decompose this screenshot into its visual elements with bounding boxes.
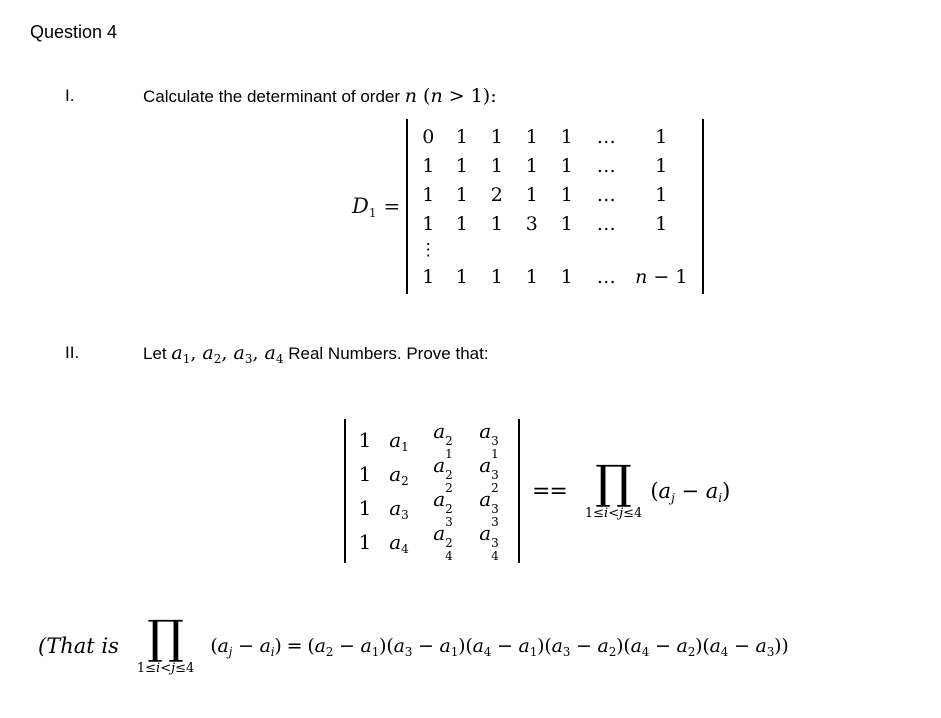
minus-sign: − (491, 634, 519, 657)
vandermonde-equation (344, 419, 730, 563)
matrix-cell: 1 (455, 183, 468, 206)
paren-open: ( (702, 634, 710, 657)
sup-2: 2 (445, 434, 453, 449)
matrix-cell (389, 496, 409, 520)
minus-one: − 1 (647, 265, 688, 288)
minus-sign: − (232, 634, 260, 657)
matrix-cell: 1 (655, 212, 668, 235)
product-operator (584, 455, 643, 521)
var-a: a (479, 419, 492, 444)
matrix-cell: 1 (490, 154, 503, 177)
determinant-d1-equation (352, 119, 704, 294)
var-a: a (433, 487, 446, 512)
math-n: n (404, 85, 418, 107)
matrix-cell: 1 (422, 265, 435, 288)
item-I-text-plain: Calculate the determinant of order (143, 87, 405, 106)
matrix-cell: 1 (490, 125, 503, 148)
d1-label (352, 194, 400, 219)
var-a: a (676, 634, 688, 657)
sub: 1 (529, 644, 538, 659)
sub-3: 3 (491, 515, 499, 529)
limit-j: j (619, 505, 624, 521)
equals-sign: = (383, 194, 401, 218)
sub-1: 1 (491, 447, 499, 461)
minus-sign: − (674, 478, 706, 503)
math-a1: a (171, 342, 183, 364)
matrix-cell: 1 (422, 212, 435, 235)
limit-text: < (608, 505, 620, 521)
item-II-text-plain: Let (143, 344, 172, 363)
sub: 3 (562, 644, 571, 659)
sup-3: 3 (491, 468, 499, 483)
matrix-cell: 1 (490, 212, 503, 235)
sub-3: 3 (445, 515, 453, 529)
matrix-cell: 1 (455, 125, 468, 148)
matrix-cell: 1 (655, 183, 668, 206)
limit-i: i (604, 505, 609, 521)
var-a: a (393, 634, 405, 657)
var-a: a (433, 521, 446, 546)
matrix-cell: 1 (358, 428, 372, 452)
paren-close: ) (379, 634, 387, 657)
sub: 2 (608, 644, 617, 659)
paren-open: ( (465, 634, 473, 657)
math-a2-sub: 2 (213, 352, 222, 366)
matrix-cell: 1 (655, 125, 668, 148)
item-II-numeral: II. (65, 343, 80, 362)
sub: 4 (641, 644, 650, 659)
matrix-cell: 1 (560, 183, 573, 206)
var-a: a (389, 530, 402, 554)
matrix-cell: 1 (422, 183, 435, 206)
minus-sign: − (412, 634, 440, 657)
d1-matrix (406, 119, 704, 294)
var-a: a (314, 634, 326, 657)
paren-close: ) (616, 634, 624, 657)
matrix-cell (389, 428, 409, 452)
matrix-cell-n-minus-1 (635, 266, 687, 288)
var-a: a (439, 634, 451, 657)
paren-close: ) (695, 634, 703, 657)
sub: 3 (766, 644, 775, 659)
sub-2: 2 (445, 481, 453, 495)
item-II-text (143, 342, 489, 364)
sub-j: j (671, 490, 675, 505)
sub-i: i (718, 490, 723, 505)
minus-sign: − (728, 634, 756, 657)
sub-4: 4 (491, 549, 499, 563)
math-a4-sub: 4 (275, 352, 284, 366)
sub: 3 (404, 644, 413, 659)
ellipsis-cell: … (596, 183, 616, 206)
separator: , (190, 342, 203, 364)
equals-sign: = (286, 634, 303, 657)
var-a: a (518, 634, 530, 657)
math-a3-sub: 3 (244, 352, 253, 366)
sub-2: 2 (401, 474, 409, 488)
var-a: a (705, 478, 719, 503)
item-I-numeral: I. (65, 86, 75, 105)
product-operator (136, 610, 195, 676)
var-a: a (597, 634, 609, 657)
factor (465, 635, 544, 657)
limit-text: < (160, 660, 172, 676)
var-a: a (755, 634, 767, 657)
ellipsis-cell: … (596, 212, 616, 235)
matrix-cell: 1 (655, 154, 668, 177)
product-symbol-icon: ∏ (595, 455, 632, 510)
matrix-cell (433, 521, 453, 562)
math-condition: > 1): (442, 85, 497, 107)
matrix-cell: 0 (422, 125, 435, 148)
expansion-equation (210, 635, 788, 657)
matrix-cell: 1 (525, 125, 538, 148)
factor (702, 635, 781, 657)
sub: 1 (450, 644, 459, 659)
product-limits (585, 506, 642, 521)
factor (307, 635, 386, 657)
double-equals: == (532, 478, 567, 504)
var-a: a (259, 634, 271, 657)
paren-open: ( (544, 634, 552, 657)
paren-open: ( (307, 634, 315, 657)
paren-close: ) (774, 634, 782, 657)
matrix-cell (389, 462, 409, 486)
limit-text: ≤4 (175, 660, 195, 676)
sub-1: 1 (445, 447, 453, 461)
separator: , (221, 342, 234, 364)
paren-open: ( (650, 478, 659, 503)
product-limits (137, 661, 194, 676)
math-a1-sub: 1 (182, 352, 191, 366)
ellipsis-cell: … (596, 125, 616, 148)
matrix-cell: 1 (455, 265, 468, 288)
matrix-cell: 1 (525, 183, 538, 206)
sub-2: 2 (491, 481, 499, 495)
scripts (491, 537, 499, 562)
var-a: a (389, 496, 402, 520)
paren-close: ) (537, 634, 545, 657)
paren-close: ) (722, 478, 731, 503)
page-title: Question 4 (30, 22, 118, 42)
limit-text: 1≤ (584, 505, 605, 521)
var-a: a (630, 634, 642, 657)
sup-3: 3 (491, 434, 499, 449)
ellipsis-cell: … (596, 154, 616, 177)
sup-2: 2 (445, 502, 453, 517)
scripts (445, 537, 453, 562)
var-a: a (479, 453, 492, 478)
matrix-cell: 1 (560, 154, 573, 177)
paren-close-final: ) (781, 634, 789, 657)
limit-i: i (156, 660, 161, 676)
matrix-cell: 1 (560, 265, 573, 288)
product-term (650, 479, 730, 504)
matrix-cell: 3 (525, 212, 538, 235)
sub: 2 (687, 644, 696, 659)
var-a: a (389, 428, 402, 452)
var-a: a (389, 462, 402, 486)
math-a4: a (264, 342, 276, 364)
sup-2: 2 (445, 536, 453, 551)
matrix-cell: 1 (358, 496, 372, 520)
sup-3: 3 (491, 502, 499, 517)
matrix-cell: 1 (455, 154, 468, 177)
var-a: a (433, 419, 446, 444)
matrix-cell: 2 (490, 183, 503, 206)
matrix-cell: 1 (422, 154, 435, 177)
matrix-cell: 1 (490, 265, 503, 288)
minus-sign: − (649, 634, 677, 657)
sub-4: 4 (445, 549, 453, 563)
matrix-cell: 1 (525, 154, 538, 177)
item-I-text (143, 85, 497, 107)
paren-open: ( (623, 634, 631, 657)
d1-symbol: D (352, 194, 369, 218)
matrix-cell: 1 (358, 530, 372, 554)
footnote-expansion (38, 610, 789, 676)
math-a3: a (233, 342, 245, 364)
sub: 4 (720, 644, 729, 659)
var-a: a (479, 487, 492, 512)
matrix-cell: 1 (560, 125, 573, 148)
var-a: a (433, 453, 446, 478)
var-a: a (551, 634, 563, 657)
var-a: a (472, 634, 484, 657)
matrix-cell: 1 (455, 212, 468, 235)
matrix-cell (479, 521, 499, 562)
sub-4: 4 (401, 542, 409, 556)
vertical-dots-cell: ⋮ (419, 240, 437, 260)
sub-j: j (228, 644, 233, 659)
sup-3: 3 (491, 536, 499, 551)
ellipsis-cell: … (596, 265, 616, 288)
limit-text: 1≤ (136, 660, 157, 676)
sub-i: i (270, 644, 275, 659)
minus-sign: − (570, 634, 598, 657)
paren-close: ) (458, 634, 466, 657)
math-a2: a (202, 342, 214, 364)
sub: 2 (325, 644, 334, 659)
factor (544, 635, 623, 657)
factor (386, 635, 465, 657)
sub-1: 1 (401, 440, 409, 454)
footnote-intro: (That is (38, 633, 119, 658)
matrix-cell: 1 (525, 265, 538, 288)
var-a: a (479, 521, 492, 546)
paren-open: ( (386, 634, 394, 657)
paren-open: ( (210, 634, 218, 657)
var-a: a (658, 478, 672, 503)
sup-2: 2 (445, 468, 453, 483)
math-paren: ( (417, 85, 431, 107)
factor (623, 635, 702, 657)
sub-3: 3 (401, 508, 409, 522)
matrix-cell: 1 (358, 462, 372, 486)
minus-sign: − (333, 634, 361, 657)
limit-text: ≤4 (623, 505, 643, 521)
matrix-cell (389, 530, 409, 554)
paren-close: ) (274, 634, 282, 657)
var-a: a (360, 634, 372, 657)
math-n: n (635, 265, 648, 288)
item-II-text-after: Real Numbers. Prove that: (283, 344, 489, 363)
sub: 4 (483, 644, 492, 659)
var-a: a (217, 634, 229, 657)
var-a: a (709, 634, 721, 657)
vandermonde-matrix (344, 419, 520, 563)
matrix-cell: 1 (560, 212, 573, 235)
separator: , (252, 342, 265, 364)
d1-subscript: 1 (368, 206, 377, 220)
limit-j: j (171, 660, 176, 676)
sub: 1 (371, 644, 380, 659)
product-symbol-icon: ∏ (147, 610, 184, 664)
math-n: n (430, 85, 443, 107)
